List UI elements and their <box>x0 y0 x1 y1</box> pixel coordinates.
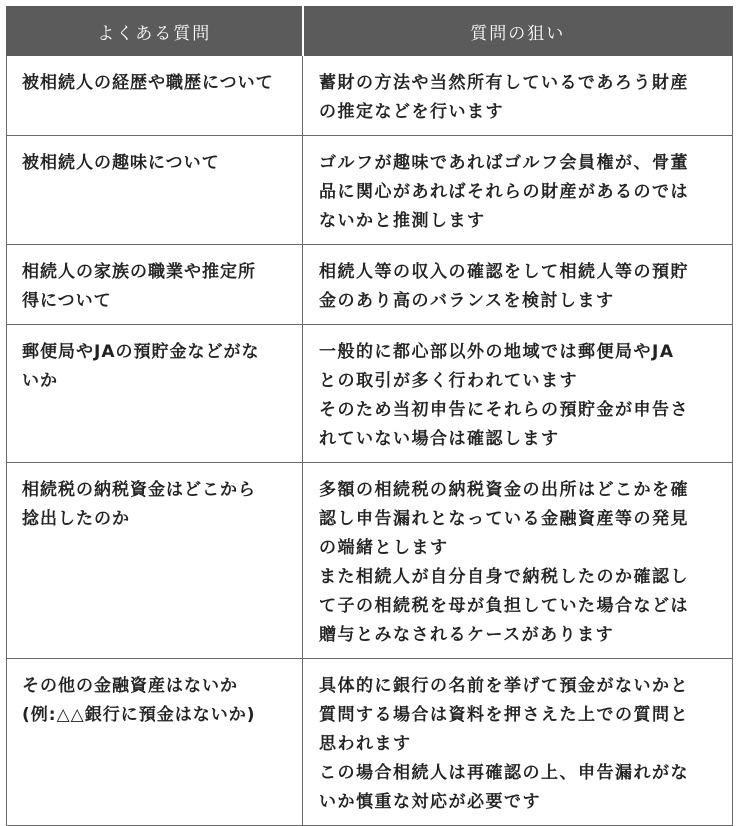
table-row <box>7 325 733 463</box>
question-cell <box>7 659 303 826</box>
purpose-line: 相続人等の収入の確認をして相続人等の預貯 <box>319 262 689 282</box>
purpose-cell <box>303 659 733 826</box>
faq-table <box>6 6 733 826</box>
question-line: いか <box>22 371 58 391</box>
purpose-line: との取引が多く行われています <box>319 371 578 391</box>
purpose-cell <box>303 136 733 245</box>
purpose-cell <box>303 463 733 659</box>
question-line: (例:△△銀行に預金はないか) <box>22 705 256 725</box>
purpose-line: 質問する場合は資料を押さえた上での質問と <box>319 705 689 725</box>
question-line: 被相続人の趣味について <box>22 153 220 173</box>
header-question: よくある質問 <box>7 7 303 56</box>
question-cell <box>7 56 303 136</box>
purpose-line: の推定などを行います <box>319 102 504 122</box>
purpose-line: れていない場合は確認します <box>319 429 560 449</box>
purpose-line: 贈与とみなされるケースがあります <box>319 625 615 645</box>
purpose-line: いか慎重な対応が必要です <box>319 792 541 812</box>
purpose-line: ないかと推測します <box>319 211 486 231</box>
header-purpose: 質問の狙い <box>303 7 733 56</box>
purpose-line: 認し申告漏れとなっている金融資産等の発見 <box>319 509 689 529</box>
purpose-cell <box>303 56 733 136</box>
purpose-line: この場合相続人は再確認の上、申告漏れがな <box>319 763 689 783</box>
table-row <box>7 56 733 136</box>
question-cell <box>7 463 303 659</box>
question-line: 相続人の家族の職業や推定所 <box>22 262 256 282</box>
purpose-line: て子の相続税を母が負担していた場合などは <box>319 596 689 616</box>
question-cell <box>7 245 303 325</box>
question-line: 捻出したのか <box>22 509 130 529</box>
question-line: 得について <box>22 291 112 311</box>
purpose-line: そのため当初申告にそれらの預貯金が申告さ <box>319 400 689 420</box>
table-row <box>7 659 733 826</box>
question-cell <box>7 136 303 245</box>
purpose-line: の端緒とします <box>319 538 449 558</box>
question-line: 郵便局やJAの預貯金などがな <box>22 342 260 362</box>
question-line: その他の金融資産はないか <box>22 676 238 696</box>
header-row <box>7 7 733 56</box>
purpose-line: また相続人が自分自身で納税したのか確認し <box>319 567 689 587</box>
purpose-line: 一般的に都心部以外の地域では郵便局やJA <box>319 342 675 362</box>
purpose-line: ゴルフが趣味であればゴルフ会員権が、骨董 <box>319 153 689 173</box>
table-row <box>7 463 733 659</box>
table-row <box>7 245 733 325</box>
purpose-line: 蓄財の方法や当然所有しているであろう財産 <box>319 73 689 93</box>
question-cell <box>7 325 303 463</box>
purpose-cell <box>303 325 733 463</box>
purpose-line: 具体的に銀行の名前を挙げて預金がないかと <box>319 676 689 696</box>
question-line: 相続税の納税資金はどこから <box>22 480 256 500</box>
purpose-line: 品に関心があればそれらの財産があるのでは <box>319 182 689 202</box>
purpose-line: 多額の相続税の納税資金の出所はどこかを確 <box>319 480 689 500</box>
table-row <box>7 136 733 245</box>
question-line: 被相続人の経歴や職歴について <box>22 73 274 93</box>
purpose-line: 思われます <box>319 734 412 754</box>
purpose-cell <box>303 245 733 325</box>
purpose-line: 金のあり高のバランスを検討します <box>319 291 615 311</box>
